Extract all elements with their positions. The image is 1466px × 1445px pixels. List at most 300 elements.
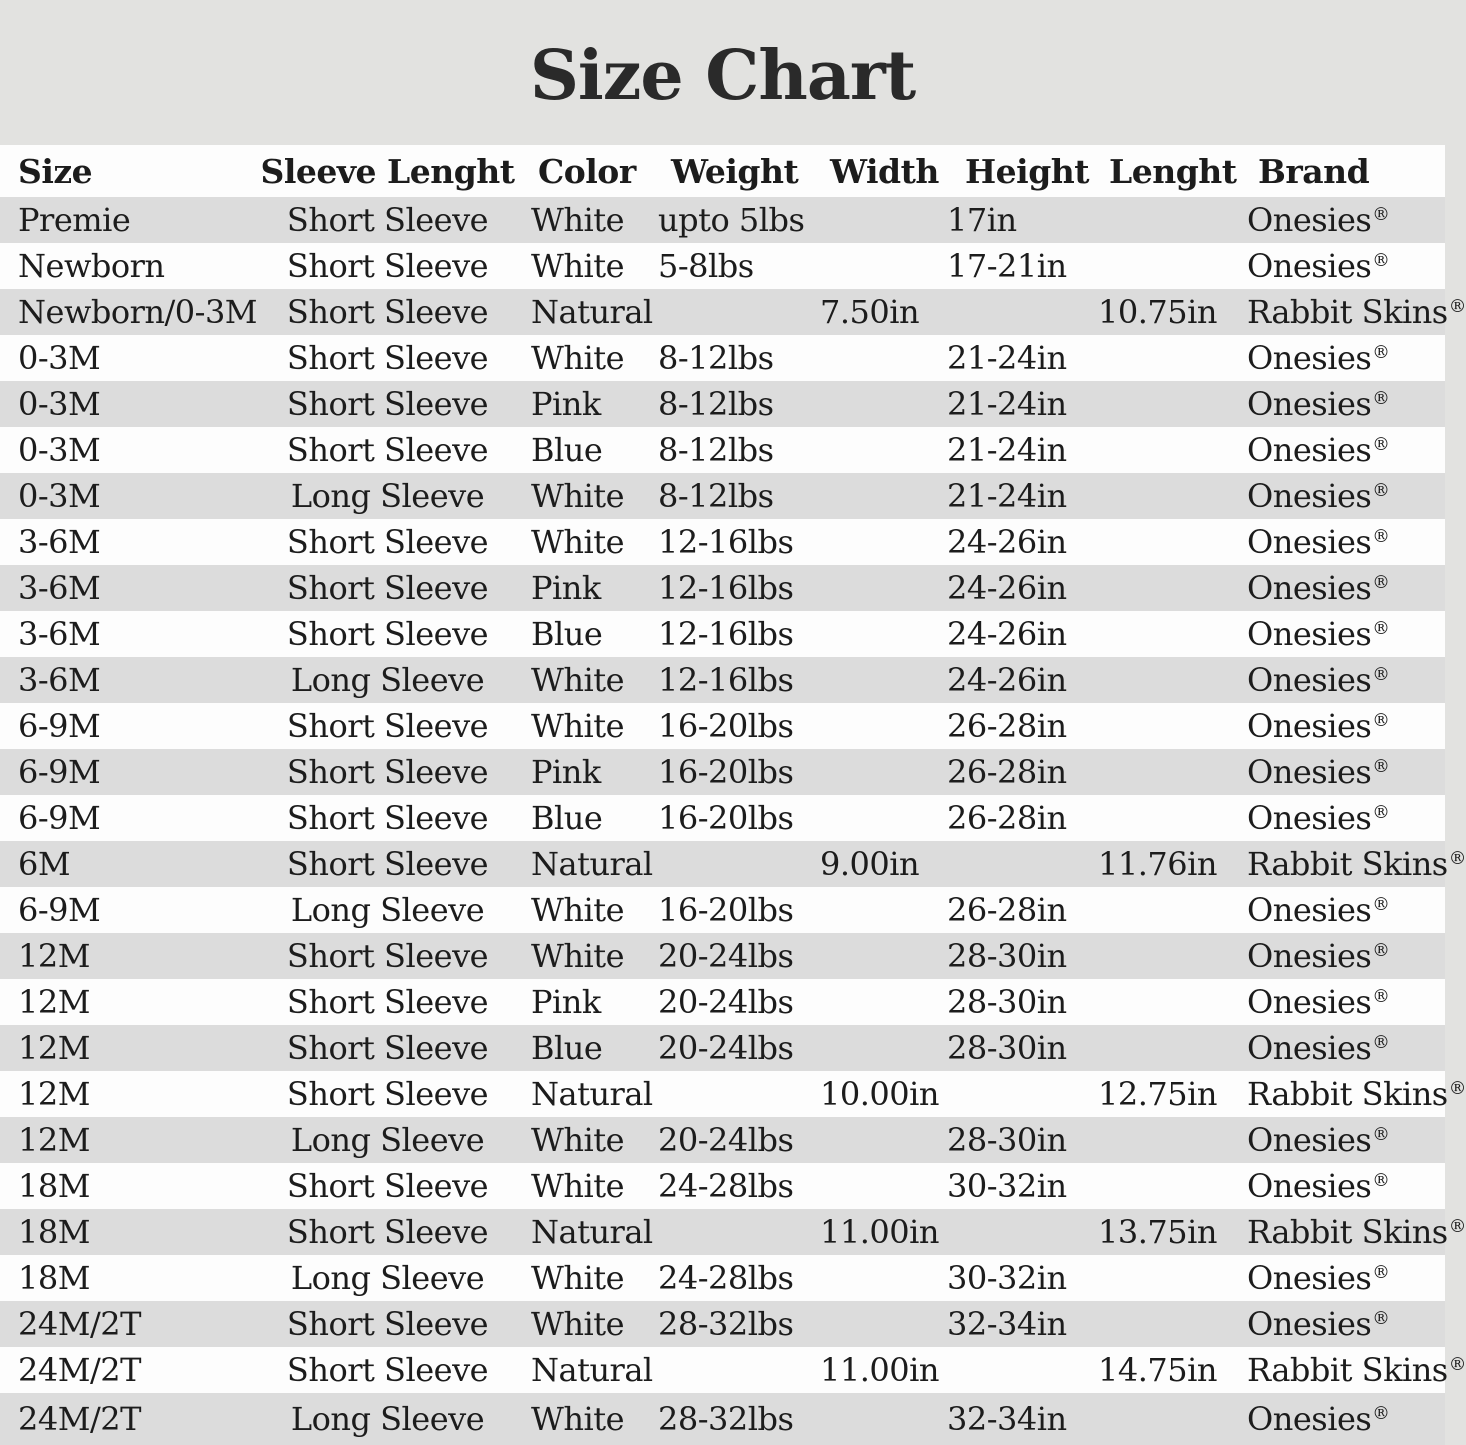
cell-size: 12M xyxy=(18,983,90,1021)
cell-brand xyxy=(1235,1163,1445,1209)
cell-size: 12M xyxy=(18,1029,90,1067)
cell-length xyxy=(1090,933,1235,979)
cell-color: Pink xyxy=(531,983,601,1021)
cell-height: 28-30in xyxy=(947,937,1067,975)
brand-name: Rabbit Skins xyxy=(1247,1351,1448,1389)
cell-color: Blue xyxy=(531,431,603,469)
cell-length: 13.75in xyxy=(1098,1213,1217,1251)
cell-weight: 8-12lbs xyxy=(658,477,774,515)
cell-weight: 28-32lbs xyxy=(658,1400,794,1438)
table-row xyxy=(0,795,1445,841)
cell-length xyxy=(1090,1163,1235,1209)
size-chart-table xyxy=(0,145,1466,1445)
brand-name: Onesies xyxy=(1247,431,1372,469)
cell-width xyxy=(812,1025,940,1071)
column-header-length: Lenght xyxy=(1109,151,1237,191)
registered-trademark-icon: ® xyxy=(1372,481,1390,502)
cell-brand xyxy=(1235,703,1445,749)
cell-length xyxy=(1090,197,1235,243)
cell-size: 24M/2T xyxy=(18,1351,141,1389)
cell-sleeve: Short Sleeve xyxy=(286,385,489,423)
cell-width xyxy=(812,1117,940,1163)
cell-length xyxy=(1090,243,1235,289)
column-header-weight: Weight xyxy=(671,151,799,191)
cell-height: 17-21in xyxy=(947,247,1067,285)
table-row xyxy=(0,1347,1445,1393)
cell-brand xyxy=(1235,795,1445,841)
cell-weight: 12-16lbs xyxy=(658,661,794,699)
cell-brand xyxy=(1235,979,1445,1025)
cell-size: 0-3M xyxy=(18,477,101,515)
brand-name: Onesies xyxy=(1247,569,1372,607)
cell-brand xyxy=(1235,1025,1445,1071)
cell-length xyxy=(1090,703,1235,749)
registered-trademark-icon: ® xyxy=(1372,665,1390,686)
cell-sleeve: Short Sleeve xyxy=(286,753,489,791)
cell-height xyxy=(940,1209,1090,1255)
cell-weight: upto 5lbs xyxy=(658,201,805,239)
cell-color: White xyxy=(531,1305,625,1343)
cell-height: 24-26in xyxy=(947,523,1067,561)
table-row xyxy=(0,289,1445,335)
registered-trademark-icon: ® xyxy=(1372,1309,1390,1330)
cell-size: 6-9M xyxy=(18,707,101,745)
cell-color: White xyxy=(531,1167,625,1205)
cell-width xyxy=(812,703,940,749)
brand-name: Onesies xyxy=(1247,247,1372,285)
cell-width xyxy=(812,887,940,933)
registered-trademark-icon: ® xyxy=(1448,297,1466,318)
cell-length xyxy=(1090,1393,1235,1445)
registered-trademark-icon: ® xyxy=(1448,1217,1466,1238)
cell-brand xyxy=(1235,1071,1466,1117)
cell-color: White xyxy=(531,661,625,699)
cell-height: 26-28in xyxy=(947,891,1067,929)
registered-trademark-icon: ® xyxy=(1372,343,1390,364)
cell-weight: 24-28lbs xyxy=(658,1259,794,1297)
cell-color: Natural xyxy=(531,845,653,883)
registered-trademark-icon: ® xyxy=(1372,803,1390,824)
brand-name: Onesies xyxy=(1247,477,1372,515)
table-row xyxy=(0,1209,1445,1255)
cell-width xyxy=(812,749,940,795)
cell-height: 24-26in xyxy=(947,569,1067,607)
table-row xyxy=(0,1071,1445,1117)
cell-size: 18M xyxy=(18,1259,90,1297)
cell-brand xyxy=(1235,335,1445,381)
cell-color: White xyxy=(531,891,625,929)
cell-length: 12.75in xyxy=(1098,1075,1217,1113)
cell-weight: 5-8lbs xyxy=(658,247,754,285)
cell-length xyxy=(1090,749,1235,795)
cell-brand xyxy=(1235,243,1445,289)
table-row xyxy=(0,427,1445,473)
cell-color: Pink xyxy=(531,753,601,791)
cell-brand xyxy=(1235,1255,1445,1301)
cell-sleeve: Short Sleeve xyxy=(286,247,489,285)
cell-weight: 20-24lbs xyxy=(658,1029,794,1067)
cell-height: 21-24in xyxy=(947,385,1067,423)
brand-name: Onesies xyxy=(1247,891,1372,929)
cell-color: Blue xyxy=(531,799,603,837)
column-header-size: Size xyxy=(18,151,93,191)
cell-sleeve: Long Sleeve xyxy=(290,661,485,699)
cell-sleeve: Short Sleeve xyxy=(286,201,489,239)
table-row xyxy=(0,841,1445,887)
column-header-color: Color xyxy=(538,151,636,191)
registered-trademark-icon: ® xyxy=(1372,987,1390,1008)
cell-sleeve: Long Sleeve xyxy=(290,477,485,515)
cell-color: Natural xyxy=(531,293,653,331)
cell-height: 28-30in xyxy=(947,1121,1067,1159)
table-row xyxy=(0,197,1445,243)
brand-name: Onesies xyxy=(1247,937,1372,975)
cell-size: 6-9M xyxy=(18,891,101,929)
cell-weight: 12-16lbs xyxy=(658,615,794,653)
brand-name: Onesies xyxy=(1247,1259,1372,1297)
cell-length xyxy=(1090,657,1235,703)
cell-color: White xyxy=(531,1400,625,1438)
cell-color: White xyxy=(531,477,625,515)
cell-size: 24M/2T xyxy=(18,1305,141,1343)
cell-size: 3-6M xyxy=(18,523,101,561)
brand-name: Onesies xyxy=(1247,201,1372,239)
cell-brand xyxy=(1235,1347,1466,1393)
cell-height: 21-24in xyxy=(947,477,1067,515)
brand-name: Onesies xyxy=(1247,661,1372,699)
cell-weight: 28-32lbs xyxy=(658,1305,794,1343)
cell-width: 11.00in xyxy=(820,1351,939,1389)
cell-sleeve: Short Sleeve xyxy=(286,1213,489,1251)
cell-color: White xyxy=(531,339,625,377)
page-title: Size Chart xyxy=(529,36,916,116)
cell-weight xyxy=(650,1209,812,1255)
cell-length xyxy=(1090,565,1235,611)
cell-width xyxy=(812,933,940,979)
cell-height xyxy=(940,1071,1090,1117)
cell-brand xyxy=(1235,749,1445,795)
table-row xyxy=(0,887,1445,933)
cell-width xyxy=(812,381,940,427)
cell-size: 6M xyxy=(18,845,71,883)
table-row xyxy=(0,979,1445,1025)
registered-trademark-icon: ® xyxy=(1372,1125,1390,1146)
cell-sleeve: Long Sleeve xyxy=(290,1121,485,1159)
table-body xyxy=(0,197,1466,1445)
cell-width: 9.00in xyxy=(820,845,920,883)
cell-sleeve: Short Sleeve xyxy=(286,293,489,331)
brand-name: Onesies xyxy=(1247,1029,1372,1067)
cell-weight: 16-20lbs xyxy=(658,707,794,745)
cell-width xyxy=(812,427,940,473)
cell-color: Natural xyxy=(531,1351,653,1389)
cell-sleeve: Short Sleeve xyxy=(286,1351,489,1389)
cell-height: 21-24in xyxy=(947,431,1067,469)
cell-length xyxy=(1090,1025,1235,1071)
cell-sleeve: Short Sleeve xyxy=(286,937,489,975)
cell-weight: 20-24lbs xyxy=(658,937,794,975)
cell-size: 12M xyxy=(18,937,90,975)
cell-length xyxy=(1090,381,1235,427)
cell-color: White xyxy=(531,201,625,239)
cell-size: 6-9M xyxy=(18,799,101,837)
registered-trademark-icon: ® xyxy=(1448,1079,1466,1100)
registered-trademark-icon: ® xyxy=(1372,1033,1390,1054)
column-header-brand: Brand xyxy=(1258,151,1370,191)
registered-trademark-icon: ® xyxy=(1372,757,1390,778)
cell-height: 30-32in xyxy=(947,1259,1067,1297)
cell-size: 24M/2T xyxy=(18,1400,141,1438)
cell-width xyxy=(812,1163,940,1209)
cell-brand xyxy=(1235,1117,1445,1163)
cell-color: White xyxy=(531,523,625,561)
cell-length xyxy=(1090,795,1235,841)
cell-size: Newborn xyxy=(18,247,165,285)
cell-sleeve: Short Sleeve xyxy=(286,707,489,745)
table-row xyxy=(0,519,1445,565)
brand-name: Onesies xyxy=(1247,799,1372,837)
cell-size: 12M xyxy=(18,1075,90,1113)
brand-name: Onesies xyxy=(1247,1121,1372,1159)
cell-weight: 8-12lbs xyxy=(658,339,774,377)
cell-color: White xyxy=(531,1259,625,1297)
cell-brand xyxy=(1235,887,1445,933)
brand-name: Onesies xyxy=(1247,753,1372,791)
cell-weight: 12-16lbs xyxy=(658,569,794,607)
cell-length: 14.75in xyxy=(1098,1351,1217,1389)
cell-length xyxy=(1090,1301,1235,1347)
cell-length xyxy=(1090,427,1235,473)
table-row xyxy=(0,611,1445,657)
cell-size: 0-3M xyxy=(18,431,101,469)
cell-brand xyxy=(1235,611,1445,657)
cell-length xyxy=(1090,1117,1235,1163)
table-row xyxy=(0,1025,1445,1071)
brand-name: Onesies xyxy=(1247,1167,1372,1205)
registered-trademark-icon: ® xyxy=(1372,205,1390,226)
cell-brand xyxy=(1235,565,1445,611)
cell-brand xyxy=(1235,657,1445,703)
cell-size: 3-6M xyxy=(18,569,101,607)
cell-width: 11.00in xyxy=(820,1213,939,1251)
cell-brand xyxy=(1235,381,1445,427)
brand-name: Onesies xyxy=(1247,983,1372,1021)
cell-brand xyxy=(1235,933,1445,979)
cell-sleeve: Long Sleeve xyxy=(290,891,485,929)
cell-height: 26-28in xyxy=(947,753,1067,791)
cell-color: White xyxy=(531,247,625,285)
brand-name: Rabbit Skins xyxy=(1247,845,1448,883)
cell-sleeve: Short Sleeve xyxy=(286,1305,489,1343)
cell-color: Natural xyxy=(531,1213,653,1251)
registered-trademark-icon: ® xyxy=(1372,1404,1390,1425)
cell-brand xyxy=(1235,841,1466,887)
cell-height: 32-34in xyxy=(947,1400,1067,1438)
cell-color: Pink xyxy=(531,569,601,607)
cell-size: Newborn/0-3M xyxy=(18,293,258,331)
cell-height: 24-26in xyxy=(947,661,1067,699)
brand-name: Onesies xyxy=(1247,385,1372,423)
cell-weight: 20-24lbs xyxy=(658,1121,794,1159)
cell-weight: 12-16lbs xyxy=(658,523,794,561)
registered-trademark-icon: ® xyxy=(1372,941,1390,962)
cell-size: 18M xyxy=(18,1167,90,1205)
cell-color: Natural xyxy=(531,1075,653,1113)
cell-brand xyxy=(1235,1301,1445,1347)
cell-weight xyxy=(650,841,812,887)
cell-height: 32-34in xyxy=(947,1305,1067,1343)
cell-sleeve: Short Sleeve xyxy=(286,339,489,377)
brand-name: Rabbit Skins xyxy=(1247,1213,1448,1251)
registered-trademark-icon: ® xyxy=(1372,1263,1390,1284)
cell-width xyxy=(812,565,940,611)
cell-size: 0-3M xyxy=(18,339,101,377)
cell-length xyxy=(1090,519,1235,565)
cell-brand xyxy=(1235,427,1445,473)
cell-sleeve: Short Sleeve xyxy=(286,1075,489,1113)
cell-weight: 20-24lbs xyxy=(658,983,794,1021)
cell-length xyxy=(1090,979,1235,1025)
cell-sleeve: Short Sleeve xyxy=(286,523,489,561)
cell-length xyxy=(1090,1255,1235,1301)
cell-height: 24-26in xyxy=(947,615,1067,653)
brand-name: Onesies xyxy=(1247,1305,1372,1343)
table-row xyxy=(0,473,1445,519)
cell-sleeve: Short Sleeve xyxy=(286,615,489,653)
cell-weight xyxy=(650,1071,812,1117)
table-row xyxy=(0,335,1445,381)
registered-trademark-icon: ® xyxy=(1372,251,1390,272)
brand-name: Rabbit Skins xyxy=(1247,1075,1448,1113)
cell-sleeve: Short Sleeve xyxy=(286,983,489,1021)
cell-height xyxy=(940,841,1090,887)
cell-size: 3-6M xyxy=(18,661,101,699)
table-row xyxy=(0,1255,1445,1301)
cell-color: Pink xyxy=(531,385,601,423)
cell-width xyxy=(812,519,940,565)
cell-sleeve: Short Sleeve xyxy=(286,431,489,469)
cell-width xyxy=(812,1393,940,1445)
cell-sleeve: Short Sleeve xyxy=(286,1167,489,1205)
cell-width xyxy=(812,243,940,289)
cell-height: 26-28in xyxy=(947,799,1067,837)
brand-name: Rabbit Skins xyxy=(1247,293,1448,331)
column-header-sleeve-length: Sleeve Lenght xyxy=(260,151,515,191)
cell-sleeve: Long Sleeve xyxy=(290,1259,485,1297)
cell-weight xyxy=(650,1347,812,1393)
cell-width xyxy=(812,795,940,841)
registered-trademark-icon: ® xyxy=(1372,895,1390,916)
registered-trademark-icon: ® xyxy=(1372,435,1390,456)
brand-name: Onesies xyxy=(1247,523,1372,561)
cell-sleeve: Long Sleeve xyxy=(290,1400,485,1438)
table-row xyxy=(0,1163,1445,1209)
cell-brand xyxy=(1235,519,1445,565)
table-row xyxy=(0,703,1445,749)
cell-weight: 8-12lbs xyxy=(658,431,774,469)
cell-length xyxy=(1090,611,1235,657)
table-row xyxy=(0,243,1445,289)
table-header xyxy=(0,145,1445,197)
cell-length xyxy=(1090,335,1235,381)
cell-brand xyxy=(1235,1393,1445,1445)
cell-width xyxy=(812,979,940,1025)
cell-width xyxy=(812,1255,940,1301)
table-row xyxy=(0,1117,1445,1163)
cell-weight: 16-20lbs xyxy=(658,799,794,837)
registered-trademark-icon: ® xyxy=(1372,711,1390,732)
cell-color: White xyxy=(531,707,625,745)
cell-weight: 24-28lbs xyxy=(658,1167,794,1205)
cell-sleeve: Short Sleeve xyxy=(286,845,489,883)
table-row xyxy=(0,565,1445,611)
cell-width xyxy=(812,657,940,703)
column-header-height: Height xyxy=(965,151,1090,191)
cell-width xyxy=(812,611,940,657)
cell-length: 10.75in xyxy=(1098,293,1217,331)
table-row xyxy=(0,657,1445,703)
cell-height: 17in xyxy=(947,201,1017,239)
registered-trademark-icon: ® xyxy=(1372,527,1390,548)
table-row xyxy=(0,1301,1445,1347)
cell-size: 12M xyxy=(18,1121,90,1159)
cell-weight xyxy=(650,289,812,335)
cell-brand xyxy=(1235,1209,1466,1255)
brand-name: Onesies xyxy=(1247,339,1372,377)
registered-trademark-icon: ® xyxy=(1372,573,1390,594)
brand-name: Onesies xyxy=(1247,707,1372,745)
cell-height: 30-32in xyxy=(947,1167,1067,1205)
cell-height xyxy=(940,1347,1090,1393)
table-header-row xyxy=(0,145,1445,197)
cell-height: 28-30in xyxy=(947,983,1067,1021)
cell-sleeve: Short Sleeve xyxy=(286,569,489,607)
cell-width xyxy=(812,197,940,243)
cell-size: 0-3M xyxy=(18,385,101,423)
brand-name: Onesies xyxy=(1247,1400,1372,1438)
cell-size: 3-6M xyxy=(18,615,101,653)
cell-length: 11.76in xyxy=(1098,845,1217,883)
cell-color: Blue xyxy=(531,615,603,653)
cell-size: 18M xyxy=(18,1213,90,1251)
registered-trademark-icon: ® xyxy=(1372,619,1390,640)
registered-trademark-icon: ® xyxy=(1372,1171,1390,1192)
cell-height: 28-30in xyxy=(947,1029,1067,1067)
cell-sleeve: Short Sleeve xyxy=(286,1029,489,1067)
registered-trademark-icon: ® xyxy=(1448,849,1466,870)
cell-brand xyxy=(1235,197,1445,243)
cell-height: 21-24in xyxy=(947,339,1067,377)
cell-size: Premie xyxy=(18,201,131,239)
brand-name: Onesies xyxy=(1247,615,1372,653)
cell-height: 26-28in xyxy=(947,707,1067,745)
cell-color: White xyxy=(531,1121,625,1159)
cell-width xyxy=(812,473,940,519)
registered-trademark-icon: ® xyxy=(1372,389,1390,410)
table-row xyxy=(0,381,1445,427)
cell-brand xyxy=(1235,289,1466,335)
cell-width: 7.50in xyxy=(820,293,920,331)
cell-sleeve: Short Sleeve xyxy=(286,799,489,837)
cell-weight: 16-20lbs xyxy=(658,891,794,929)
cell-length xyxy=(1090,473,1235,519)
cell-width: 10.00in xyxy=(820,1075,939,1113)
cell-weight: 16-20lbs xyxy=(658,753,794,791)
cell-length xyxy=(1090,887,1235,933)
registered-trademark-icon: ® xyxy=(1448,1355,1466,1376)
table-row xyxy=(0,933,1445,979)
cell-brand xyxy=(1235,473,1445,519)
